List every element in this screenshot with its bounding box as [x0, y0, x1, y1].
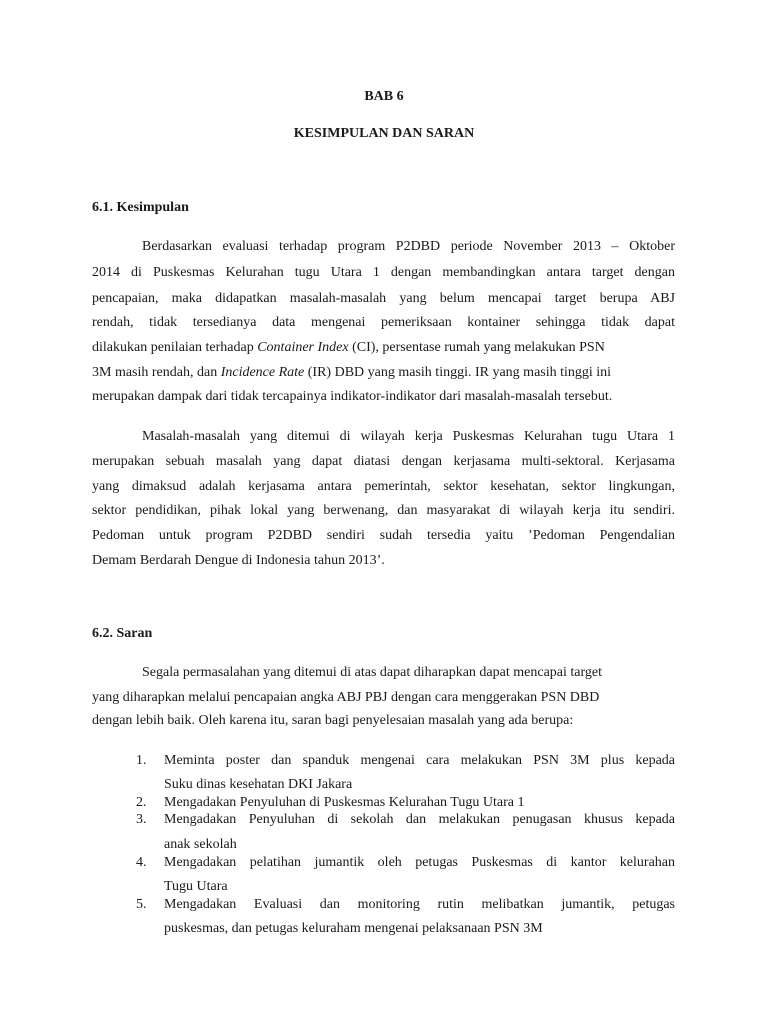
- section-heading-kesimpulan: 6.1. Kesimpulan: [92, 200, 189, 215]
- paragraph-line: Pedoman untuk program P2DBD sendiri sudah tersedia yaitu ’Pedoman Pengendalian: [92, 528, 675, 543]
- paragraph-line: Segala permasalahan yang ditemui di atas dapat diharapkan dapat mencapai target: [142, 665, 602, 680]
- section-heading-saran: 6.2. Saran: [92, 626, 153, 641]
- paragraph-line: pencapaian, maka didapatkan masalah-masalah yang belum mencapai target berupa ABJ: [92, 291, 675, 306]
- paragraph-line: 3M masih rendah, dan Incidence Rate (IR) DBD yang masih tinggi. IR yang masih tinggi ini: [92, 365, 612, 380]
- chapter-number: BAB 6: [364, 89, 404, 104]
- paragraph-line: yang dimaksud adalah kerjasama antara pemerintah, sektor kesehatan, sektor lingkungan,: [92, 479, 675, 494]
- document-page: BAB 6 KESIMPULAN DAN SARAN 6.1. Kesimpulan Berdasarkan evaluasi terhadap program P2DBD periode November 2013 – Oktober 2014 di Puskesmas Kelurahan tugu Utara 1 dengan membandingkan antara target dengan pencapaian, maka didapatkan masalah-masalah yang belum mencapai target berupa ABJ rendah, tidak tersedianya data mengenai pemeriksaan kontainer sehingga tidak dapat dilakukan penilaian terhadap Container Index (CI), persentase rumah yang melakukan PSN 3M masih rendah, dan Incidence Rate (IR) DBD yang masih tinggi. IR yang masih tinggi ini merupakan dampak dari tidak tercapainya indikator-indikator dari masalah-masalah tersebut. Masalah-masalah yang ditemui di wilayah kerja Puskesmas Kelurahan tugu Utara 1 merupakan sebuah masalah yang dapat diatasi dengan kerjasama multi-sektoral. Kerjasama yang dimaksud adalah kerjasama antara pemerintah, sektor kesehatan, sektor lingkungan, sektor pendidikan, pihak lokal yang berwenang, dan masyarakat di wilayah kerja itu sendiri. Pedoman untuk program P2DBD sendiri sudah tersedia yaitu ’Pedoman Pengendalian Demam Berdarah Dengue di Indonesia tahun 2013’. 6.2. Saran Segala permasalahan yang ditemui di atas dapat diharapkan dapat mencapai target yang diharapkan melalui pencapaian angka ABJ PBJ dengan cara menggerakan PSN DBD dengan lebih baik. Oleh karena itu, saran bagi penyelesaian masalah yang ada berupa: 1. Meminta poster dan spanduk mengenai cara melakukan PSN 3M plus kepada Suku dinas kesehatan DKI Jakara 2. Mengadakan Penyuluhan di Puskesmas Kelurahan Tugu Utara 1 3. Mengadakan Penyuluhan di sekolah dan melakukan penugasan khusus kepada anak sekolah 4. Mengadakan pelatihan jumantik oleh petugas Puskesmas di kantor kelurahan Tugu Utara 5. Mengadakan Evaluasi dan monitoring rutin melibatkan jumantik, petugas puskesmas, dan petugas keluraham mengenai pelaksanaan PSN 3M: [0, 0, 768, 1024]
- paragraph-line: rendah, tidak tersedianya data mengenai pemeriksaan kontainer sehingga tidak dapat: [92, 315, 675, 330]
- paragraph-line: dilakukan penilaian terhadap Container Index (CI), persentase rumah yang melakukan PSN: [92, 340, 605, 355]
- paragraph-line: Demam Berdarah Dengue di Indonesia tahun 2013’.: [92, 553, 385, 568]
- paragraph-line: merupakan sebuah masalah yang dapat diatasi dengan kerjasama multi-sektoral. Kerjasama: [92, 454, 675, 469]
- paragraph-line: Masalah-masalah yang ditemui di wilayah kerja Puskesmas Kelurahan tugu Utara 1: [142, 429, 675, 444]
- paragraph-line: sektor pendidikan, pihak lokal yang berwenang, dan masyarakat di wilayah kerja itu sendiri.: [92, 503, 675, 518]
- paragraph-line: 2014 di Puskesmas Kelurahan tugu Utara 1 dengan membandingkan antara target dengan: [92, 265, 675, 280]
- term-container-index: Container Index: [257, 340, 349, 355]
- paragraph-line: merupakan dampak dari tidak tercapainya indikator-indikator dari masalah-masalah tersebut.: [92, 389, 613, 404]
- paragraph-line: Berdasarkan evaluasi terhadap program P2DBD periode November 2013 – Oktober: [142, 239, 675, 254]
- chapter-title: KESIMPULAN DAN SARAN: [293, 126, 475, 141]
- paragraph-line: yang diharapkan melalui pencapaian angka ABJ PBJ dengan cara menggerakan PSN DBD: [92, 690, 600, 705]
- paragraph-line: dengan lebih baik. Oleh karena itu, saran bagi penyelesaian masalah yang ada berupa:: [92, 713, 574, 728]
- term-incidence-rate: Incidence Rate: [220, 365, 305, 380]
